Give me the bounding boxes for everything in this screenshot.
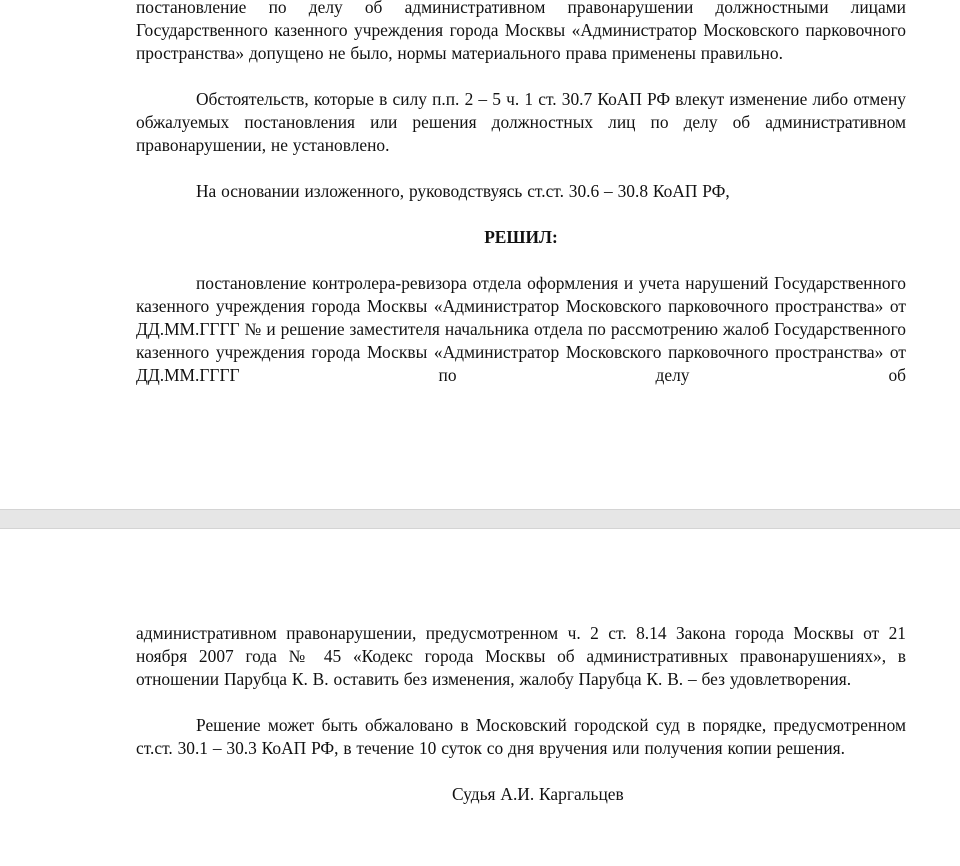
paragraph-spacer xyxy=(136,65,906,88)
document-page-2 xyxy=(0,529,960,866)
judge-signature: Судья А.И. Каргальцев xyxy=(452,784,624,804)
paragraph-spacer xyxy=(136,157,906,180)
paragraph-spacer xyxy=(136,203,906,226)
paragraph-spacer xyxy=(136,760,906,783)
paragraph-basis: На основании изложенного, руководствуясь ст.ст. 30.6 – 30.8 КоАП РФ, xyxy=(196,181,730,201)
page-1-text-body xyxy=(136,0,906,387)
page-break-separator xyxy=(0,509,960,529)
heading-decided: РЕШИЛ: xyxy=(484,227,558,247)
paragraph-continued: постановление по делу об административном правонарушении должностными лицами Государственного казенного учреждения города Москвы «Администратор Московского парковочного пространства» допущено не было, нормы материального права применены правильно. xyxy=(136,0,906,63)
paragraph-spacer xyxy=(136,249,906,272)
paragraph-circumstances: Обстоятельств, которые в силу п.п. 2 – 5 ч. 1 ст. 30.7 КоАП РФ влекут изменение либо отмену обжалуемых постановления или решения должностных лиц по делу об административном правонарушении, не установлено. xyxy=(136,89,906,155)
paragraph-appeal: Решение может быть обжаловано в Московский городской суд в порядке, предусмотренном ст.ст. 30.1 – 30.3 КоАП РФ, в течение 10 суток со дня вручения или получения копии решения. xyxy=(136,715,906,758)
page-2-text-body xyxy=(136,622,906,806)
paragraph-ruling-start: постановление контролера-ревизора отдела оформления и учета нарушений Государственного казенного учреждения города Москвы «Администратор Московского парковочного пространства» от ДД.ММ.ГГГГ № и решение заместителя начальника отдела по рассмотрению жалоб Государственного казенного учреждения города Москвы «Администратор Московского парковочного пространства» от ДД.ММ.ГГГГ по делу об xyxy=(136,273,906,385)
paragraph-spacer xyxy=(136,691,906,714)
paragraph-ruling-end: административном правонарушении, предусмотренном ч. 2 ст. 8.14 Закона города Москвы от 21 ноября 2007 года № 45 «Кодекс города Москвы об административных правонарушениях», в отношении Парубца К. В. оставить без изменения, жалобу Парубца К. В. – без удовлетворения. xyxy=(136,623,906,689)
